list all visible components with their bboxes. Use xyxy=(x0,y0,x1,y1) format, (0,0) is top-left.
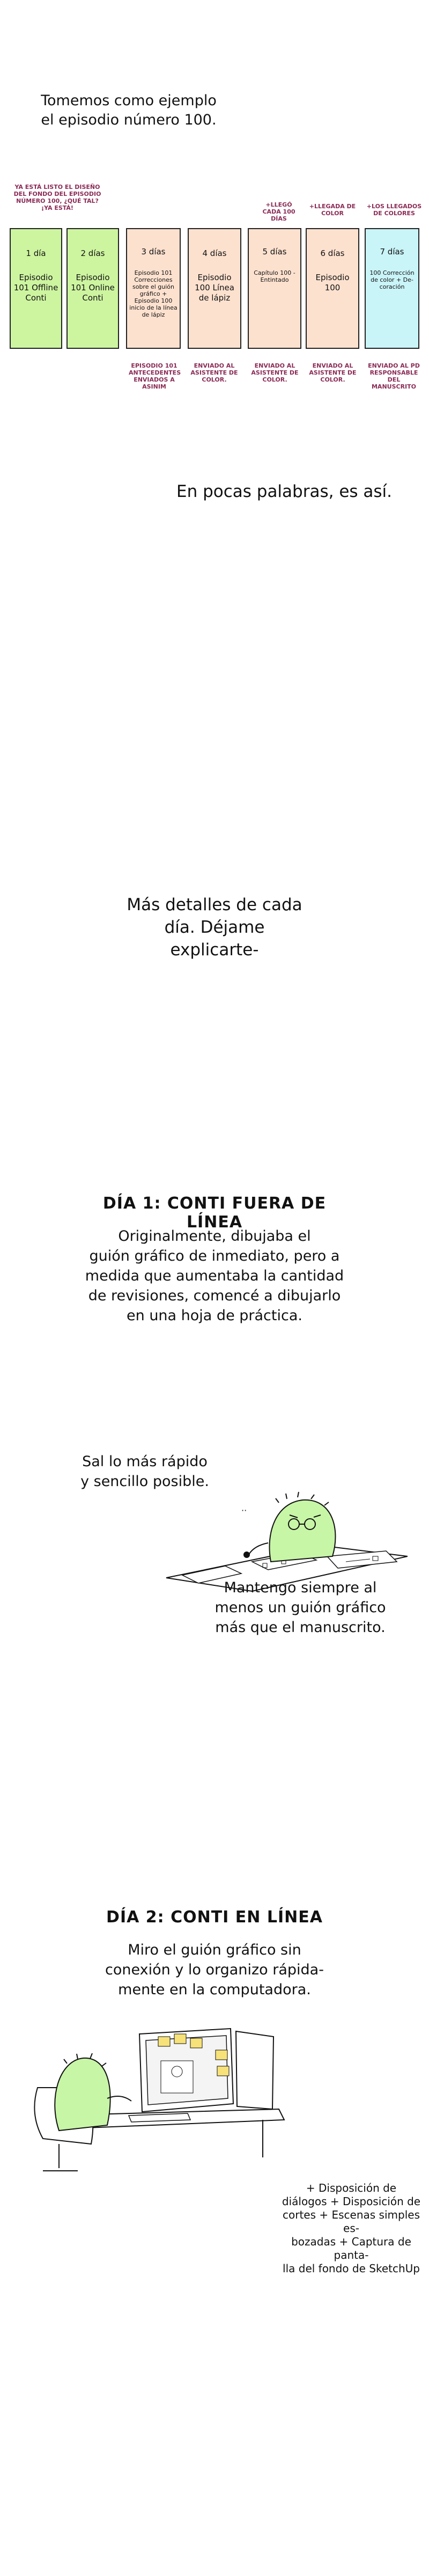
day2-para-line: mente en la computadora. xyxy=(118,1981,311,1998)
intro-line-1: Tomemos como ejemplo xyxy=(41,92,217,109)
day1-paragraph xyxy=(75,1226,354,1326)
bottom-note-color-assistant-1: ENVIADO AL ASISTENTE DE COLOR. xyxy=(190,362,238,383)
schedule-box-day-7 xyxy=(365,228,419,349)
day-task: Episodio 100 Línea de lápiz xyxy=(195,273,234,303)
day-task: Episodio 100 xyxy=(315,273,350,292)
schedule-box-day-5 xyxy=(248,228,301,349)
top-note-color-arrival: +LLEGADA DE COLOR xyxy=(309,203,356,217)
top-note-colors-arrived: +LOS LLEGADOS DE COLORES xyxy=(366,203,422,217)
day1-para-line: de revisiones, comencé a dibujarlo xyxy=(88,1287,341,1304)
bottom-note-color-assistant-3: ENVIADO AL ASISTENTE DE COLOR. xyxy=(309,362,357,383)
day1-quick-line: Sal lo más rápido xyxy=(82,1453,208,1470)
day2-list-line: cortes + Escenas simples es- xyxy=(283,2208,420,2235)
day-task: Episodio 101 Correcciones sobre el guión gráfico + Episodio 100 inicio de la línea de lápiz xyxy=(129,269,177,318)
day-task: 100 Corrección de color + De-coración xyxy=(369,269,415,290)
details-text xyxy=(118,894,311,961)
day1-heading: DÍA 1: CONTI FUERA DE LÍNEA xyxy=(102,1194,327,1232)
day2-list-line: lla del fondo de SketchUp xyxy=(283,2262,420,2275)
day2-paragraph xyxy=(86,1940,343,2000)
day-task: Episodio 101 Offline Conti xyxy=(13,273,58,303)
day1-para-line: guión gráfico de inmediato, pero a xyxy=(89,1248,340,1264)
day-label: 4 días xyxy=(202,248,227,258)
bottom-note-antecedents: EPISODIO 101 ANTECEDENTES ENVIADOS A ASINIM xyxy=(129,362,181,390)
schedule-box-day-6 xyxy=(306,228,359,349)
day-label: 3 días xyxy=(141,247,166,257)
day1-para-line: medida que aumentaba la cantidad xyxy=(85,1268,344,1284)
details-line-1: Más detalles de cada xyxy=(127,895,302,914)
day1-para-line: en una hoja de práctica. xyxy=(127,1307,302,1324)
intro-text xyxy=(32,91,225,130)
top-note-100-days: +LLEGÓ CADA 100 DÍAS xyxy=(262,201,295,222)
schedule-box-day-4 xyxy=(188,228,241,349)
summary-text: En pocas palabras, es así. xyxy=(176,482,393,501)
bottom-note-pd-manuscript: ENVIADO AL PD RESPONSABLE DEL MANUSCRITO xyxy=(368,362,420,390)
details-line-2: día. Déjame explicarte- xyxy=(164,918,265,960)
day2-heading: DÍA 2: CONTI EN LÍNEA xyxy=(106,1908,323,1927)
schedule-box-day-1 xyxy=(10,228,62,349)
day-task: Capítulo 100 - Entintado xyxy=(254,269,295,283)
day-label: 5 días xyxy=(262,247,287,257)
top-note-background: YA ESTÁ LISTO EL DISEÑO DEL FONDO DEL EPISODIO NÚMERO 100, ¿QUÉ TAL? ¡YA ESTÁ! xyxy=(13,184,101,211)
day1-quick-line: y sencillo posible. xyxy=(80,1473,209,1490)
day2-para-line: Miro el guión gráfico sin xyxy=(128,1942,301,1958)
day-label: 2 días xyxy=(80,248,105,258)
day-task: Episodio 101 Online Conti xyxy=(71,273,115,303)
intro-line-2: el episodio número 100. xyxy=(41,112,217,128)
day2-list-line: + Disposición de xyxy=(306,2182,397,2194)
bottom-note-color-assistant-2: ENVIADO AL ASISTENTE DE COLOR. xyxy=(251,362,299,383)
day1-para-line: Originalmente, dibujaba el xyxy=(118,1228,311,1245)
day2-list xyxy=(279,2182,424,2275)
day2-list-line: diálogos + Disposición de xyxy=(282,2195,421,2208)
schedule-box-day-3 xyxy=(126,228,181,349)
day1-keep-line: Mantengo siempre al xyxy=(224,1579,377,1596)
day-label: 6 días xyxy=(320,248,345,258)
day2-para-line: conexión y lo organizo rápida- xyxy=(105,1962,324,1978)
day1-keep-line: más que el manuscrito. xyxy=(215,1619,386,1636)
day-label: 7 días xyxy=(380,247,404,257)
day2-list-line: bozadas + Captura de panta- xyxy=(291,2235,411,2262)
character-at-computer-illustration xyxy=(27,2018,295,2179)
schedule-box-day-2 xyxy=(66,228,119,349)
day-label: 1 día xyxy=(26,248,46,258)
svg-text:··: ·· xyxy=(241,1505,247,1516)
day1-keep-line: menos un guión gráfico xyxy=(214,1599,386,1616)
day1-keep-text xyxy=(214,1578,386,1637)
